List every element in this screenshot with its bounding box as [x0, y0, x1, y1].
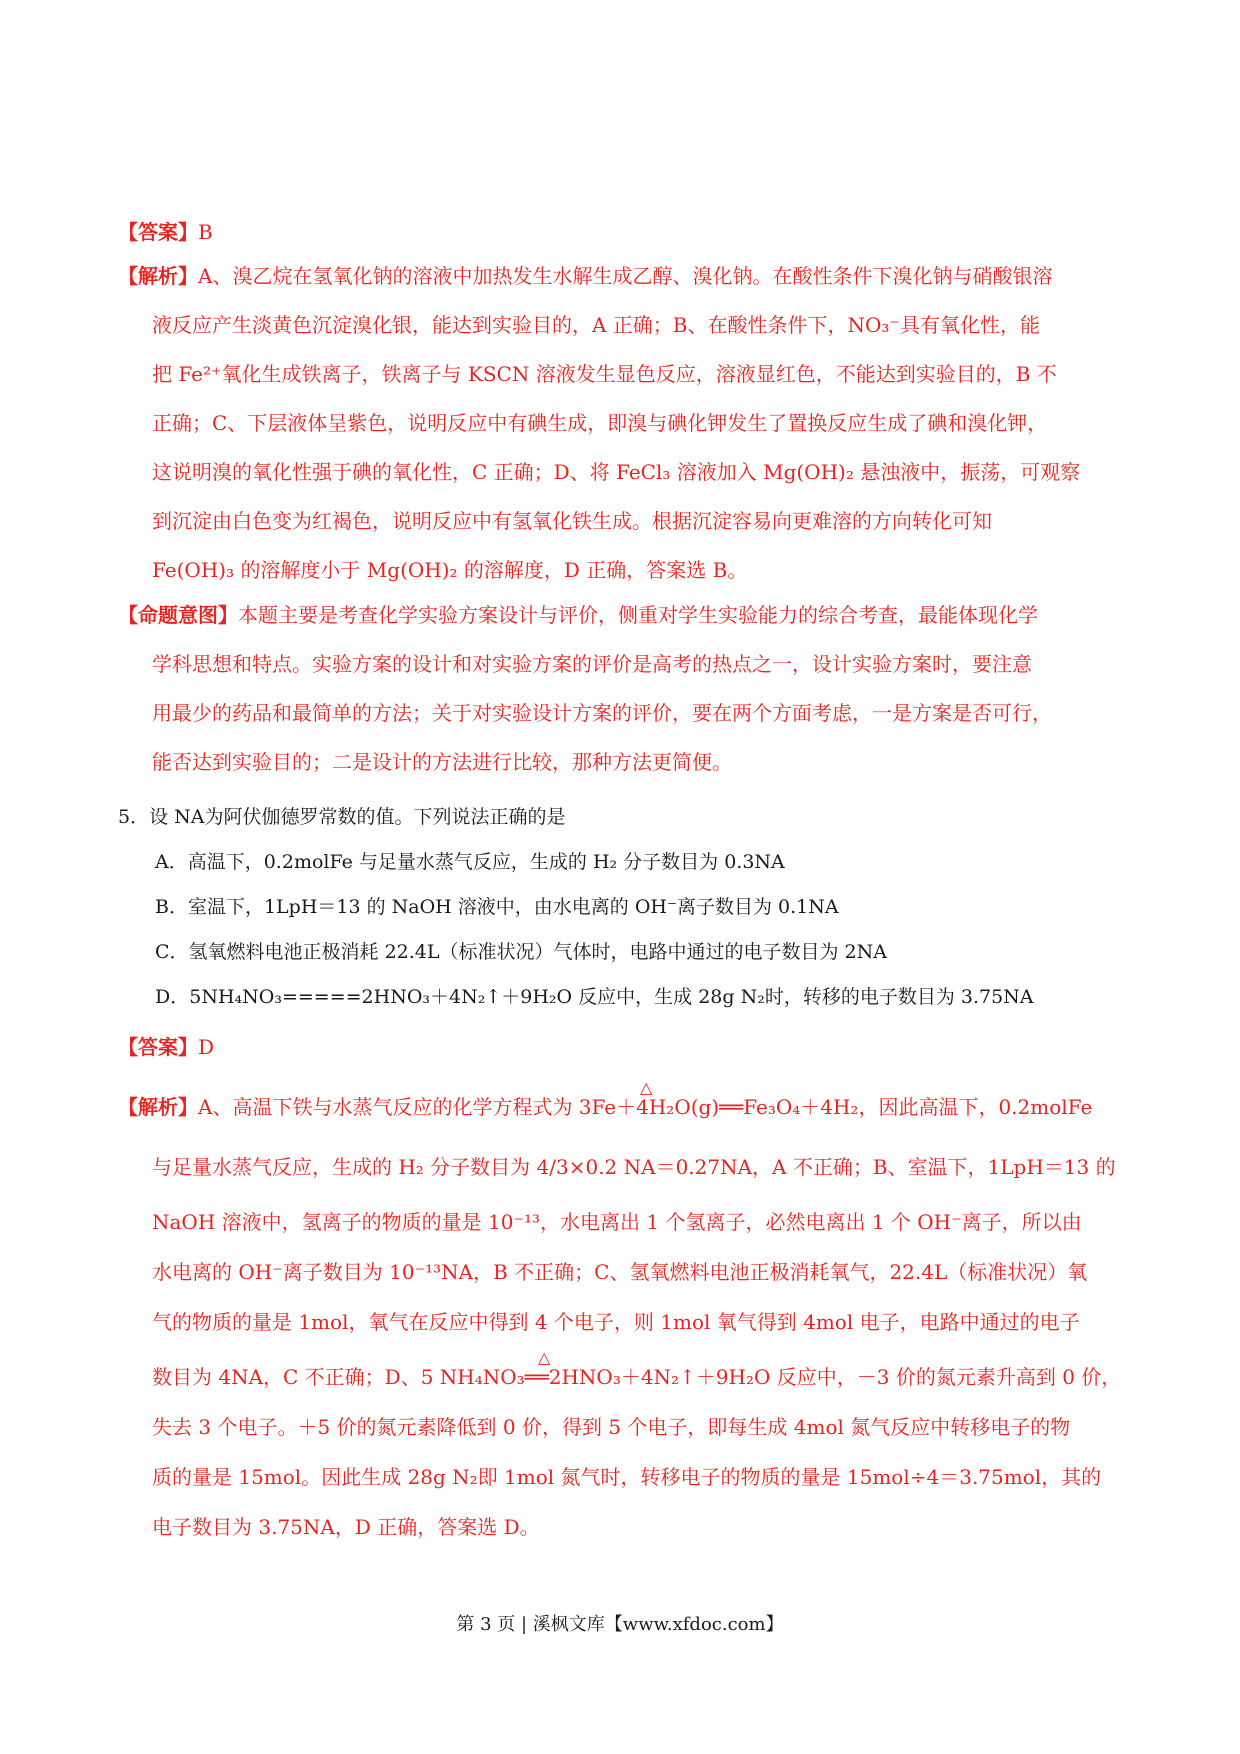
q4-intent-line: 学科思想和特点。实验方案的设计和对实验方案的评价是高考的热点之一，设计实验方案时，要注意: [152, 652, 1032, 676]
question-5-option-d: D．5NH₄NO₃=====2HNO₃＋4N₂↑＋9H₂O 反应中，生成 28g N₂时，转移的电子数目为 3.75NA: [155, 986, 1034, 1008]
q4-analysis-line: 正确；C、下层液体呈紫色，说明反应中有碘生成，即溴与碘化钾发生了置换反应生成了碘和溴化钾，: [152, 411, 1048, 435]
answer-value: B: [198, 220, 213, 244]
q4-intent-line: 用最少的药品和最简单的方法；关于对实验设计方案的评价，要在两个方面考虑，一是方案是否可行，: [152, 701, 1052, 725]
q4-analysis-line: 到沉淀由白色变为红褐色，说明反应中有氢氧化铁生成。根据沉淀容易向更难溶的方向转化可知: [152, 509, 992, 533]
q4-answer: [118, 220, 213, 244]
q5-analysis-line: 电子数目为 3.75NA，D 正确，答案选 D。: [152, 1515, 540, 1539]
q4-analysis-line: 液反应产生淡黄色沉淀溴化银，能达到实验目的，A 正确；B、在酸性条件下，NO₃⁻具有氧化性，能: [152, 313, 1040, 337]
q5-analysis-line: 失去 3 个电子。＋5 价的氮元素降低到 0 价，得到 5 个电子，即每生成 4mol 氮气反应中转移电子的物: [152, 1415, 1071, 1439]
analysis-tag: 【解析】: [118, 1095, 198, 1119]
answer-value: D: [198, 1035, 215, 1059]
q4-analysis-line: [118, 264, 1052, 288]
question-5-stem: 5．设 NA为阿伏伽德罗常数的值。下列说法正确的是: [118, 806, 566, 828]
q4-intent-line: [118, 603, 1038, 627]
q4-intent-line: 能否达到实验目的；二是设计的方法进行比较，那种方法更简便。: [152, 750, 732, 774]
question-5-option-c: C．氢氧燃料电池正极消耗 22.4L（标准状况）气体时，电路中通过的电子数目为 2NA: [155, 941, 887, 963]
q5-answer: [118, 1035, 214, 1059]
question-5-option-a: A．高温下，0.2molFe 与足量水蒸气反应，生成的 H₂ 分子数目为 0.3NA: [155, 851, 785, 873]
delta-symbol: △: [640, 1078, 653, 1097]
answer-tag: 【答案】: [118, 220, 198, 244]
q5-analysis-line: 与足量水蒸气反应，生成的 H₂ 分子数目为 4/3×0.2 NA＝0.27NA，A 不正确；B、室温下，1LpH＝13 的: [152, 1155, 1116, 1179]
analysis-tag: 【解析】: [118, 264, 198, 288]
q4-analysis-line: 把 Fe²⁺氧化生成铁离子，铁离子与 KSCN 溶液发生显色反应，溶液显红色，不能达到实验目的，B 不: [152, 362, 1057, 386]
q4-analysis-line: Fe(OH)₃ 的溶解度小于 Mg(OH)₂ 的溶解度，D 正确，答案选 B。: [152, 558, 748, 582]
analysis-text: A、高温下铁与水蒸气反应的化学方程式为 3Fe＋4H₂O(g)══Fe₃O₄＋4H₂，因此高温下，0.2molFe: [198, 1095, 1093, 1119]
q5-analysis-line: 质的量是 15mol。因此生成 28g N₂即 1mol 氮气时，转移电子的物质的量是 15mol÷4＝3.75mol，其的: [152, 1465, 1102, 1489]
q5-analysis-line: 气的物质的量是 1mol，氧气在反应中得到 4 个电子，则 1mol 氧气得到 4mol 电子，电路中通过的电子: [152, 1310, 1080, 1334]
q5-analysis-line: 数目为 4NA，C 不正确；D、5 NH₄NO₃══2HNO₃＋4N₂↑＋9H₂O 反应中，－3 价的氮元素升高到 0 价，: [152, 1365, 1122, 1389]
intent-tag: 【命题意图】: [118, 603, 238, 627]
q5-analysis-line: 水电离的 OH⁻离子数目为 10⁻¹³NA，B 不正确；C、氢氧燃料电池正极消耗氧气，22.4L（标准状况）氧: [152, 1260, 1088, 1284]
answer-tag: 【答案】: [118, 1035, 198, 1059]
question-5-option-b: B．室温下，1LpH＝13 的 NaOH 溶液中，由水电离的 OH⁻离子数目为 0.1NA: [155, 896, 839, 918]
q5-analysis-line: [118, 1095, 1092, 1119]
delta-symbol: △: [538, 1348, 551, 1367]
q4-analysis-line: 这说明溴的氧化性强于碘的氧化性，C 正确；D、将 FeCl₃ 溶液加入 Mg(OH)₂ 悬浊液中，振荡，可观察: [152, 460, 1081, 484]
intent-text: 本题主要是考查化学实验方案设计与评价，侧重对学生实验能力的综合考查，最能体现化学: [238, 603, 1038, 627]
q5-analysis-line: NaOH 溶液中，氢离子的物质的量是 10⁻¹³，水电离出 1 个氢离子，必然电离出 1 个 OH⁻离子，所以由: [152, 1210, 1082, 1234]
page-footer: 第 3 页 | 溪枫文库【www.xfdoc.com】: [456, 1614, 784, 1635]
analysis-text: A、溴乙烷在氢氧化钠的溶液中加热发生水解生成乙醇、溴化钠。在酸性条件下溴化钠与硝酸银溶: [198, 264, 1053, 288]
